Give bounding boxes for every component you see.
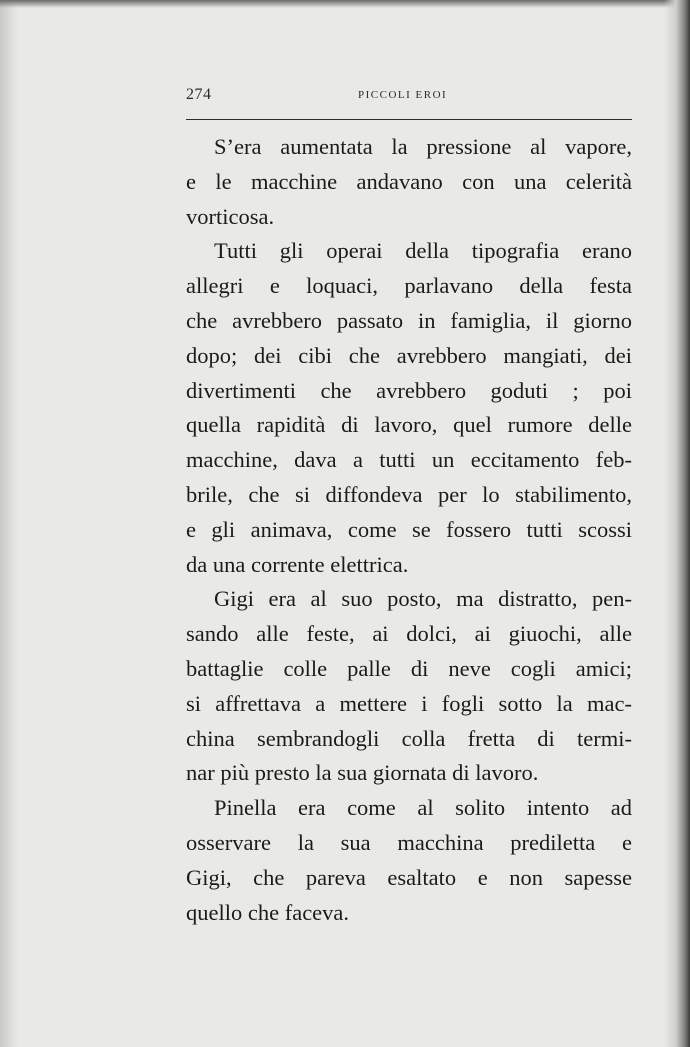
text-line: quella rapidità di lavoro, quel rumore delle — [186, 412, 632, 438]
text-line: Gigi era al suo posto, ma distratto, pen- — [214, 586, 632, 612]
text-line: quello che faceva. — [186, 899, 350, 925]
text-line: allegri e loquaci, parlavano della festa — [186, 273, 632, 299]
text-line: sando alle feste, ai dolci, ai giuochi, alle — [186, 621, 632, 647]
text-line: si affrettava a mettere i fogli sotto la mac- — [186, 690, 632, 716]
header-rule — [186, 119, 632, 120]
text-line: dopo; dei cibi che avrebbero mangiati, dei — [186, 342, 632, 368]
text-line: macchine, dava a tutti un eccitamento feb- — [186, 447, 632, 473]
running-title: PICCOLI EROI — [358, 89, 448, 101]
text-line: S’era aumentata la pressione al vapore, — [214, 134, 632, 159]
text-line: china sembrandogli colla fretta di termi- — [186, 725, 632, 751]
text-line: brile, che si diffondeva per lo stabilimento, — [186, 481, 632, 507]
running-head — [186, 86, 632, 112]
page-number: 274 — [186, 86, 212, 103]
text-line: battaglie colle palle di neve cogli amici; — [186, 655, 632, 681]
text-line: da una corrente elettrica. — [186, 551, 409, 577]
text-line: nar più presto la sua giornata di lavoro. — [186, 760, 539, 786]
text-line: divertimenti che avrebbero goduti ; poi — [186, 377, 632, 403]
text-line: osservare la sua macchina prediletta e — [186, 829, 632, 855]
text-line: e le macchine andavano con una celerità — [186, 168, 632, 194]
text-line: che avrebbero passato in famiglia, il giorno — [186, 307, 632, 333]
text-line: Pinella era come al solito intento ad — [214, 795, 632, 821]
text-line: Tutti gli operai della tipografia erano — [214, 238, 632, 264]
text-line: vorticosa. — [186, 203, 275, 229]
page-top-edge — [0, 0, 690, 8]
body-text — [186, 130, 632, 930]
text-line: Gigi, che pareva esaltato e non sapesse — [186, 864, 632, 890]
text-line: e gli animava, come se fossero tutti scossi — [186, 516, 632, 542]
